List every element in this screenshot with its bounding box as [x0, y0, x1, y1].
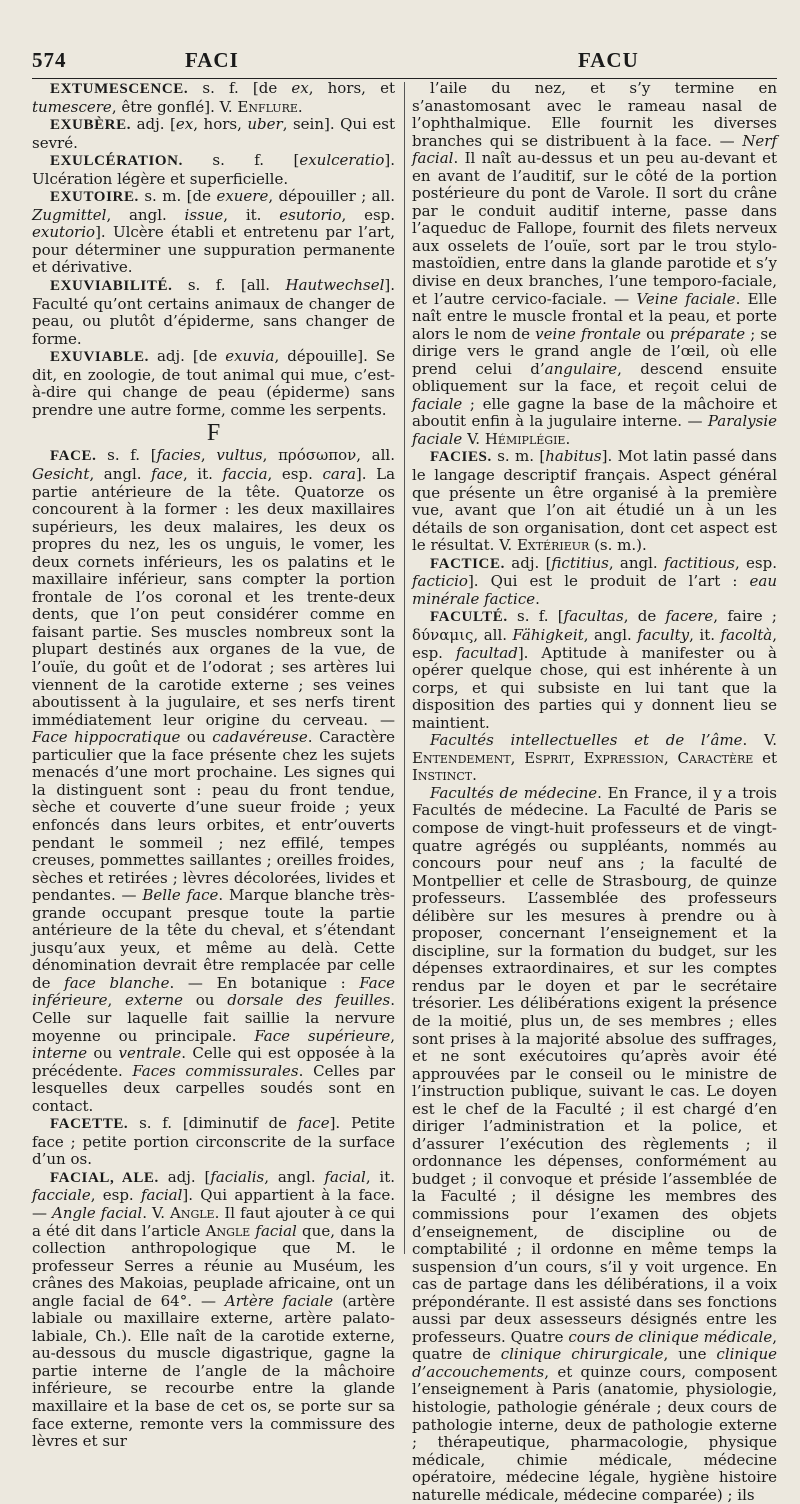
entry-headword: FACIES.: [430, 449, 492, 466]
dictionary-entry: [32, 447, 395, 1115]
entry-body: l’aile du nez, et s’y termine en s’anastomosant avec le rameau nasal de l’ophthalmique. Elle fournit les diverses branches qui se distribuent à la face. — Nerf facial. Il naît au-dessus et un peu au-devant et en avant de l’auditif, sur le côté de la portion postérieure du pont de Varole. Il sort du crâne par le conduit auditif interne, passe dans l’aqueduc de Fallope, fournit des filets nerveux aux osselets de l’ouïe, sort par le trou stylo-mastoïdien, entre dans la glande parotide et s’y divise en deux branches, l’une temporo-faciale, et l’autre cervico-faciale. — Veine faciale. Elle naît entre le muscle frontal et la peau, et porte alors le nom de veine frontale ou préparate ; se dirige vers le grand angle de l’œil, où elle prend celui d’angulaire, descend ensuite obliquement sur la face, et reçoit celui de faciale ; elle gagne la base de la mâchoire et aboutit enfin à la jugulaire interne. — Paralysie faciale V. Hémiplégie.: [412, 79, 778, 448]
dictionary-entry: [32, 152, 395, 188]
entry-headword: FACIAL, ALE.: [50, 1169, 159, 1186]
entry-body: s. f. [all. Hautwechsel]. Faculté qu’ont certains animaux de changer de peau, ou plutôt d’épiderme, sans changer de forme.: [32, 276, 395, 348]
entry-body: Facultés intellectuelles et de l’âme. V. Entendement, Esprit, Expression, Caractère et Instinct.: [412, 731, 777, 785]
entry-body: s. m. [habitus]. Mot latin passé dans le langage descriptif français. Aspect général que présente un être organisé à la première vue, avant que l’on ait étudié un à un les détails de son organisation, dont cet aspect est le résultat. V. Extérieur (s. m.).: [412, 447, 777, 555]
entry-body: adj. [ex, hors, uber, sein]. Qui est sevré.: [32, 115, 395, 152]
entry-body: s. f. [exulceratio]. Ulcération légère et superficielle.: [32, 151, 395, 188]
dictionary-entry: [32, 348, 395, 419]
dictionary-entry: [412, 732, 777, 785]
entry-headword: FACE.: [50, 448, 97, 465]
entry-headword: EXUTOIRE.: [50, 189, 139, 206]
entry-body: s. m. [de exuere, dépouiller ; all. Zugmittel, angl. issue, it. esutorio, esp. exutorio]. Ulcère établi et entretenu par l’art, pour déterminer une suppuration permanente et dérivative.: [32, 187, 396, 277]
entry-body: adj. [fictitius, angl. factitious, esp. facticio]. Qui est le produit de l’art : eau minérale factice.: [412, 553, 777, 608]
entry-body: s. f. [de ex, hors, et tumescere, être gonflé]. V. Enflure.: [32, 79, 395, 116]
entry-body: s. f. [facultas, de facere, faire ; δύναμις, all. Fähigkeit, angl. faculty, it. facoltà, esp. facultad]. Aptitude à manifester ou à opérer quelque chose, qui est inhérente à un corps, et qui subsiste en lui tant que la disposition des parties qui y donnent lieu se maintient.: [412, 607, 778, 732]
entry-headword: EXTUMESCENCE.: [50, 81, 189, 97]
section-letter: F: [206, 420, 221, 447]
entry-headword: FACULTÉ.: [430, 609, 508, 626]
left-column: [32, 79, 396, 1451]
entry-headword: FACTICE.: [430, 555, 505, 572]
entry-headword: EXUBÈRE.: [50, 117, 132, 134]
dictionary-entry: [32, 1115, 395, 1169]
dictionary-entry: [412, 785, 777, 1504]
entry-headword: EXULCÉRATION.: [50, 153, 183, 170]
entry-headword: FACETTE.: [50, 1116, 129, 1133]
entry-headword: EXUVIABLE.: [50, 349, 149, 366]
column-separator: [404, 82, 405, 1254]
left-running-head: FACI: [185, 48, 239, 72]
dictionary-entry: [32, 116, 395, 152]
entry-body: Facultés de médecine. En France, il y a trois Facultés de médecine. La Faculté de Paris se compose de vingt-huit professeurs et de vingt-quatre agrégés ou suppléants, nommés au concours pour neuf ans ; la faculté de Montpellier et celle de Strasbourg, de quinze professeurs. L’assemblée des professeurs délibère sur les mesures à prendre ou à proposer, concernant l’enseignement et la discipline, sur la formation du budget, sur les dépenses extraordinaires, et sur les comptes rendus par le doyen et par le secrétaire trésorier. Les délibérations exigent la présence de la moitié, plus un, de ses membres ; elles sont prises à la majorité absolue des suffrages, et ne sont exécutoires qu’après avoir été approuvées par le conseil ou le ministre de l’instruction publique, suivant le cas. Le doyen est le chef de la Faculté ; il est chargé d’en diriger l’administration et la police, et d’assurer l’exécution des règlements ; il ordonnance les dépenses, conformément au budget ; il convoque et préside l’assemblée de la Faculté ; il désigne les membres des commissions pour l’examen des objets d’enseignement, de discipline ou de comptabilité ; il ordonne en même temps la suspension d’un cours, s’il y voit urgence. En cas de partage dans les délibérations, il a voix prépondérante. Il est assisté dans ses fonctions aussi par deux assesseurs désignés entre les professeurs. Quatre cours de clinique médicale, quatre de clinique chirurgicale, une clinique d’accouchements, et quinze cours, composent l’enseignement à Paris (anatomie, physiologie, histologie, pathologie générale ; deux cours de pathologie interne, deux de pathologie externe ; thérapeutique, pharmacologie, physique médicale, chimie médicale, médecine opératoire, médecine légale, hygiène histoire naturelle médicale, médecine comparée) ; ils: [412, 783, 778, 1504]
dictionary-entry: [32, 1169, 395, 1451]
right-running-head: FACU: [578, 48, 639, 72]
entry-body: s. f. [facies, vultus, πρόσωπον, all. Gesicht, angl. face, it. faccia, esp. cara]. La partie antérieure de la tête. Quatorze os concourent à la former : les deux maxillaires supérieurs, les deux malaires, les deux os propres du nez, les os unguis, le vomer, les deux cornets inférieurs, les os palatins et le maxillaire inférieur, sans compter la portion frontale de l’os coronal et les trente-deux dents, que l’on peut considérer comme en faisant partie. Ses muscles nombreux sont la plupart destinés aux organes de la vue, de l’ouïe, du goût et de l’odorat ; ses artères lui viennent de la carotide externe ; ses veines aboutissent à la jugulaire, et ses nerfs tirent immédiatement leur origine du cerveau. — Face hippocratique ou cadavéreuse. Caractère particulier que la face présente chez les sujets menacés d’une mort prochaine. Les signes qui la distinguent sont : peau du front tendue, sèche et couverte d’une sueur froide ; yeux enfoncés dans leurs orbites, et entr’ouverts pendant le sommeil ; nez effilé, tempes creuses, pommettes saillantes ; oreilles froides, sèches et retirées ; lèvres décolorées, livides et pendantes. — Belle face. Marque blanche très-grande occupant presque toute la partie antérieure de la tête du cheval, et s’étendant jusqu’aux yeux, et même au delà. Cette dénomination devrait être remplacée par celle de face blanche. — En botanique : Face inférieure, externe ou dorsale des feuilles. Celle sur laquelle fait saillie la nervure moyenne ou principale. Face supérieure, interne ou ventrale. Celle qui est opposée à la précédente. Faces commissurales. Celles par lesquelles deux carpelles soudés sont en contact.: [32, 446, 396, 1115]
dictionary-entry: [412, 448, 777, 554]
entry-body: s. f. [diminutif de face]. Petite face ; petite portion circonscrite de la surface d’un os.: [32, 1114, 395, 1169]
dictionary-entry: [32, 277, 395, 348]
right-column: [412, 79, 778, 1504]
running-head: [0, 48, 800, 82]
dictionary-entry: [412, 80, 777, 448]
dictionary-entry: [412, 555, 777, 609]
entry-headword: EXUVIABILITÉ.: [50, 278, 173, 295]
entry-body: adj. [facialis, angl. facial, it. facciale, esp. facial]. Qui appartient à la face. — Angle facial. V. Angle. Il faut ajouter à ce qui a été dit dans l’article Angle facial que, dans la collection anthropologique que M. le professeur Serres a réunie au Muséum, les crânes des Makoias, peuplade africaine, ont un angle facial de 64°. — Artère faciale (artère labiale ou maxillaire externe, artère palato-labiale, Ch.). Elle naît de la carotide externe, au-dessous du muscle digastrique, gagne la partie interne de l’angle de la mâchoire inférieure, se recourbe entre la glande maxillaire et la base de cet os, se porte sur sa face externe, remonte vers la commissure des lèvres et sur: [32, 1167, 395, 1451]
right-entries: [412, 80, 777, 1504]
left-entries: [32, 80, 395, 419]
page-number: 574: [32, 48, 67, 72]
dictionary-entry: [32, 188, 395, 277]
dictionary-entry: [32, 80, 395, 116]
entry-body: adj. [de exuvia, dépouille]. Se dit, en zoologie, de tout animal qui mue, c’est-à-dire qui change de peau (épiderme) sans prendre une autre forme, comme les serpents.: [32, 347, 395, 419]
left-entries-f: [32, 447, 395, 1450]
dictionary-entry: [412, 608, 777, 732]
